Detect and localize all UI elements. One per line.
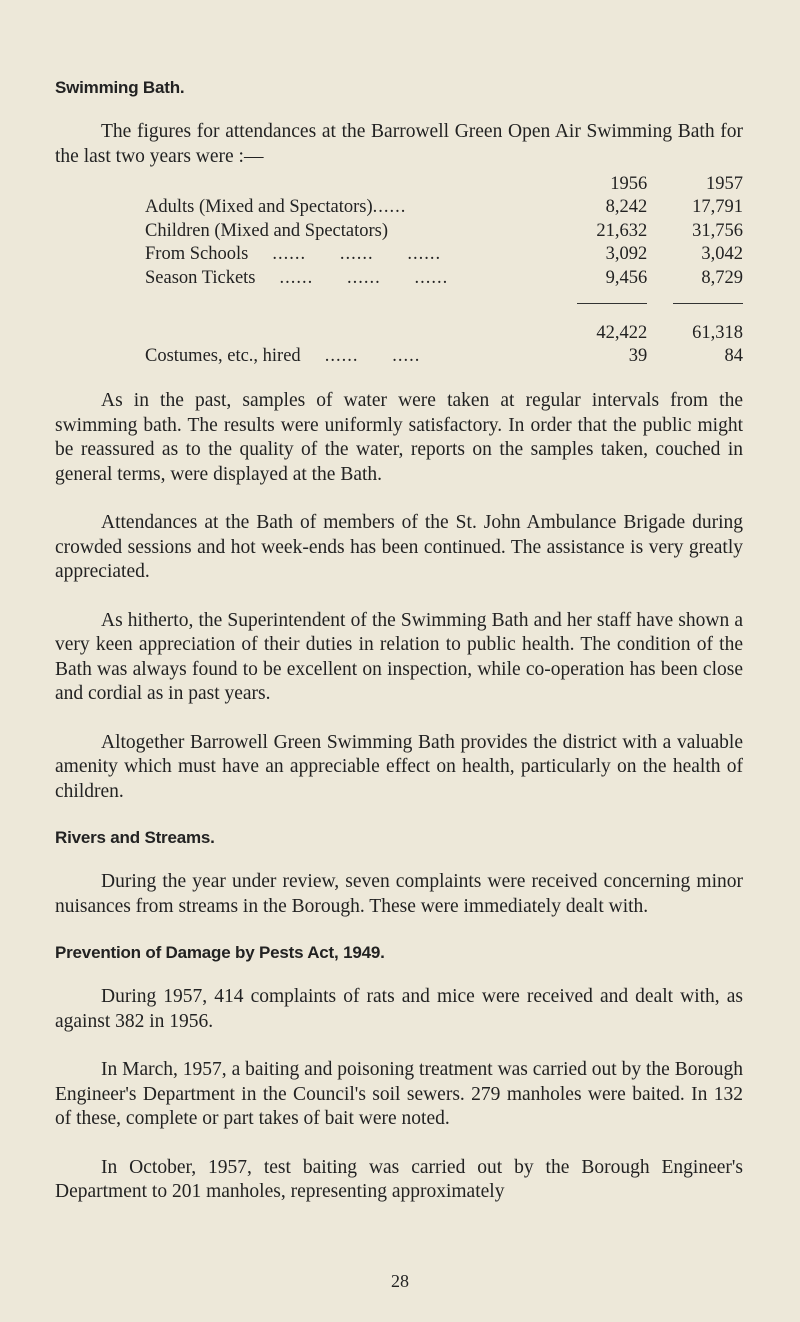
value-1956: 39 xyxy=(628,346,648,366)
value-1956: 21,632 xyxy=(596,220,648,241)
value-1957: 3,042 xyxy=(701,244,743,264)
table-row-costumes xyxy=(145,344,743,368)
row-label: Costumes, etc., hired xyxy=(145,346,301,366)
table-row xyxy=(145,242,743,266)
body-paragraph: During 1957, 414 complaints of rats and mice were received and dealt with, as against 382 in 1956. xyxy=(55,986,743,1032)
total-rule-line xyxy=(673,303,743,304)
body-paragraph: As hitherto, the Superintendent of the Swimming Bath and her staff have shown a very keen appreciation of their duties in relation to public health. The condition of the Bath was always found to be excellent on inspection, while co-operation has been close and cordial as in past years. xyxy=(55,609,743,704)
row-label: Adults (Mixed and Spectators) xyxy=(145,197,373,217)
page-number: 28 xyxy=(391,1271,409,1291)
body-paragraph: During the year under review, seven complaints were received concerning minor nuisances from streams in the Borough. These were immediately dealt with. xyxy=(55,871,743,917)
row-label: From Schools xyxy=(145,244,249,264)
value-1957: 8,729 xyxy=(701,267,743,288)
table-row xyxy=(145,195,743,219)
row-label: Children (Mixed and Spectators) xyxy=(145,220,389,241)
total-1956: 42,422 xyxy=(596,322,648,343)
year-header-1956: 1956 xyxy=(610,173,648,194)
value-1957: 31,756 xyxy=(692,220,743,241)
leader-dots: ...... ..... xyxy=(324,346,421,366)
section-heading-pests-act: Prevention of Damage by Pests Act, 1949. xyxy=(55,943,385,962)
section-heading-swimming-bath: Swimming Bath. xyxy=(55,78,185,97)
leader-dots: ...... ...... ...... xyxy=(279,267,449,288)
body-paragraph: Attendances at the Bath of members of the St. John Ambulance Brigade during crowded sessions and hot week-ends has been continued. The assistance is very greatly appreciated. xyxy=(55,512,743,582)
body-paragraph: Altogether Barrowell Green Swimming Bath provides the district with a valuable amenity which must have an appreciable effect on health, particularly on the health of children. xyxy=(55,731,743,802)
swimming-intro-paragraph: The figures for attendances at the Barrowell Green Open Air Swimming Bath for the last two years were :— xyxy=(55,121,743,167)
body-paragraph: As in the past, samples of water were taken at regular intervals from the swimming bath. The results were uniformly satisfactory. In order that the public might be reassured as to the quality of the water, reports on the samples taken, couched in general terms, were displayed at the Bath. xyxy=(55,390,743,485)
year-header-1957: 1957 xyxy=(706,173,743,194)
body-paragraph: In October, 1957, test baiting was carried out by the Borough Engineer's Department to 201 manholes, representing approximately xyxy=(55,1156,743,1202)
value-1957: 17,791 xyxy=(692,197,743,217)
total-rule-row xyxy=(145,289,743,314)
value-1956: 8,242 xyxy=(605,197,648,217)
attendance-table xyxy=(145,171,743,367)
leader-dots: ...... xyxy=(372,197,407,217)
total-1957: 61,318 xyxy=(692,322,743,343)
table-header-row xyxy=(145,171,743,195)
section-heading-rivers-streams: Rivers and Streams. xyxy=(55,828,215,847)
totals-row xyxy=(145,314,743,344)
body-paragraph: In March, 1957, a baiting and poisoning treatment was carried out by the Borough Engineer's Department in the Council's soil sewers. 279 manholes were baited. In 132 of these, complete or part takes of bait were noted. xyxy=(55,1059,743,1129)
table-row xyxy=(145,265,743,289)
value-1956: 9,456 xyxy=(605,267,648,288)
total-rule-line xyxy=(577,303,647,304)
value-1957: 84 xyxy=(724,346,743,366)
row-label: Season Tickets xyxy=(145,267,256,288)
document-page xyxy=(55,78,743,1229)
leader-dots: ...... ...... ...... xyxy=(272,244,442,264)
table-row xyxy=(145,218,743,242)
value-1956: 3,092 xyxy=(605,244,648,264)
